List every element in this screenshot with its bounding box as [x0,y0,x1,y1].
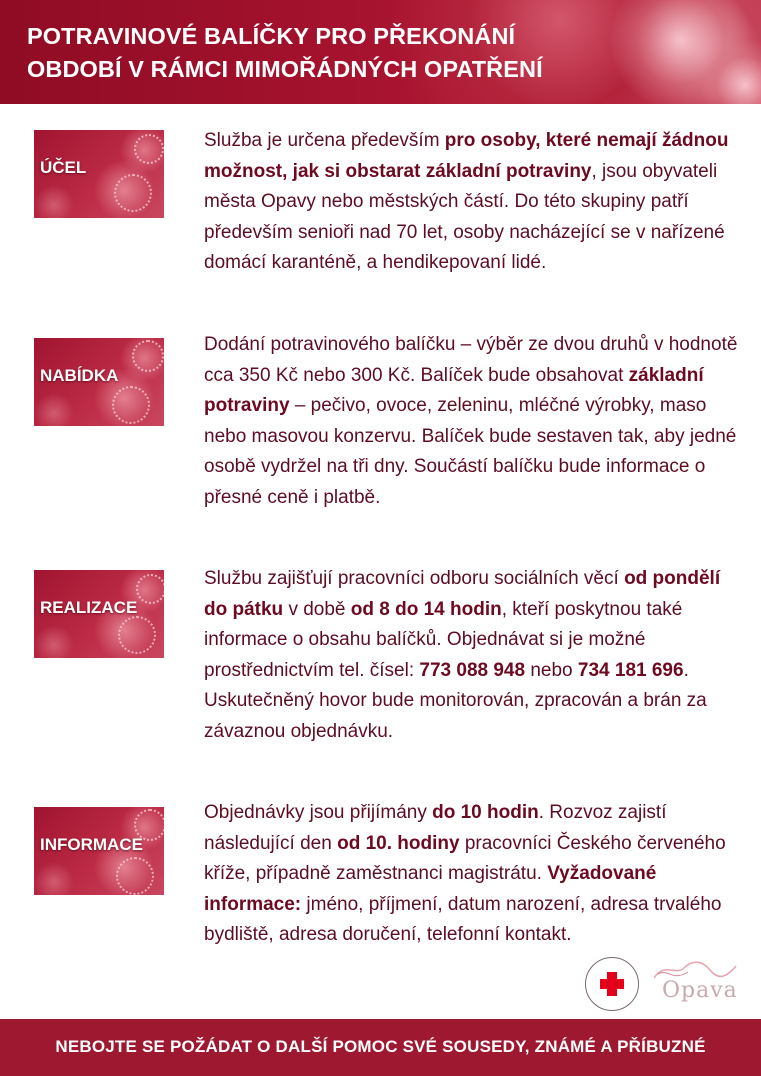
section-label-text: INFORMACE [40,835,143,854]
section-label-informace [34,807,164,895]
section-label-text: REALIZACE [40,598,138,617]
section-label-text: NABÍDKA [40,366,119,385]
section-paragraph-nabidka: Dodání potravinového balíčku – výběr ze dvou druhů v hodnotě cca 350 Kč nebo 300 Kč. Balíček bude obsahovat základní potraviny – pečivo, ovoce, zeleninu, mléčné výrobky, maso nebo masovou konzervu. Balíček bude sestaven tak, aby jedné osobě vydržel na tři dny. Součástí balíčku bude informace o přesné ceně i platbě. [204,334,738,508]
section-label-text: ÚČEL [40,158,87,177]
section-paragraph-realizace: Službu zajišťují pracovníci odboru sociálních věcí od pondělí do pátku v době od 8 do 14 hodin, kteří poskytnou také informace o obsahu balíčků. Objednávat si je možné prostřednictvím tel. čísel: 773 088 948 nebo 734 181 696. Uskutečněný hovor bude monitorován, zpracován a brán za závaznou objednávku. [204,568,721,742]
section-label-realizace [34,570,164,658]
footer-banner [0,1019,761,1076]
header-banner [0,0,761,104]
section-label-ucel [34,130,164,218]
page-title [27,20,543,86]
footer-text: NEBOJTE SE POŽÁDAT O DALŠÍ POMOC SVÉ SOUSEDY, ZNÁMÉ A PŘÍBUZNÉ [55,1037,706,1056]
section-paragraph-informace: Objednávky jsou přijímány do 10 hodin. Rozvoz zajistí následující den od 10. hodiny pracovníci Českého červeného kříže, případně zaměstnanci magistrátu. Vyžadované informace: jméno, příjmení, datum narození, adresa trvalého bydliště, adresa doručení, telefonní kontakt. [204,802,726,945]
title-line-1: POTRAVINOVÉ BALÍČKY PRO PŘEKONÁNÍ [27,23,516,49]
red-cross-logo [585,957,639,1011]
opava-logo-text: Opava [662,978,738,1003]
opava-logo [650,956,740,1008]
section-paragraph-ucel: Služba je určena především pro osoby, které nemají žádnou možnost, jak si obstarat základní potraviny, jsou obyvateli města Opavy nebo městských částí. Do této skupiny patří především senioři nad 70 let, osoby nacházející se v nařízené domácí karanténě, a hendikepovaní lidé. [204,130,729,273]
red-cross-icon [586,958,638,1010]
section-label-nabidka [34,338,164,426]
title-line-2: OBDOBÍ V RÁMCI MIMOŘÁDNÝCH OPATŘENÍ [27,56,543,82]
